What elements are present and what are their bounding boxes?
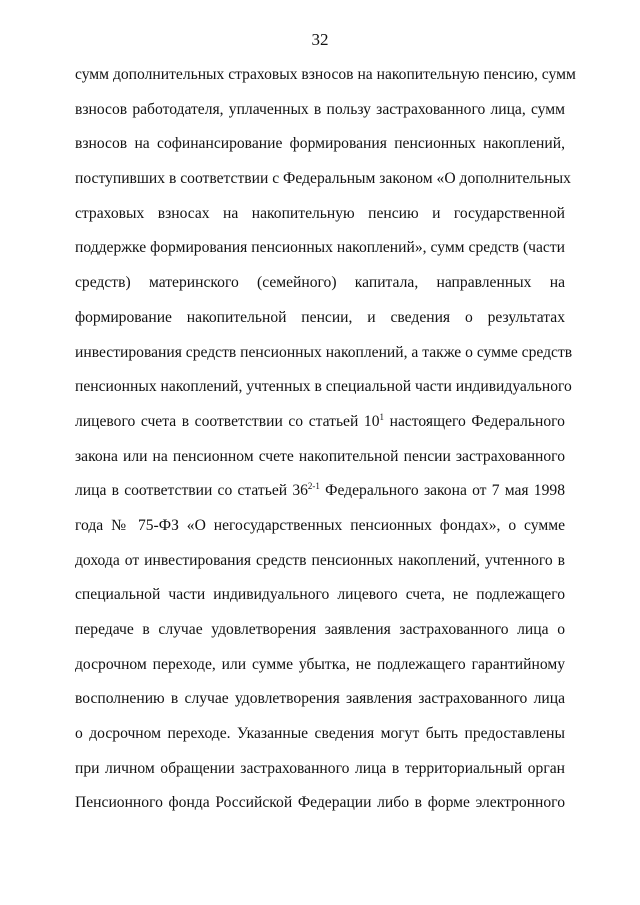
text-line: специальной части индивидуального лицевого счета, не подлежащего bbox=[75, 586, 565, 604]
superscript: 2-1 bbox=[307, 481, 320, 492]
text-line: Пенсионного фонда Российской Федерации либо в форме электронного bbox=[75, 794, 565, 812]
text-line: года № 75-ФЗ «О негосударственных пенсионных фондах», о сумме bbox=[75, 516, 565, 534]
text-line: взносов на софинансирование формирования пенсионных накоплений, bbox=[75, 135, 565, 153]
text-line: при личном обращении застрахованного лица в территориальный орган bbox=[75, 759, 565, 777]
text-line: поддержке формирования пенсионных накоплений», сумм средств (части bbox=[75, 239, 565, 257]
text-line: сумм дополнительных страховых взносов на накопительную пенсию, сумм bbox=[75, 66, 576, 83]
text-fragment: Федерального закона от 7 мая 1998 bbox=[319, 482, 565, 500]
text-line: восполнению в случае удовлетворения заявления застрахованного лица bbox=[75, 690, 565, 708]
text-fragment: лицевого счета в соответствии со статьей 10 bbox=[75, 412, 380, 430]
text-line: передаче в случае удовлетворения заявления застрахованного лица о bbox=[75, 621, 565, 638]
text-fragment: лица в соответствии со статьей 36 bbox=[75, 482, 308, 500]
text-line: инвестирования средств пенсионных накоплений, а также о сумме средств bbox=[75, 343, 573, 361]
text-line: средств) материнского (семейного) капитала, направленных на bbox=[75, 274, 565, 292]
text-line: взносов работодателя, уплаченных в пользу застрахованного лица, сумм bbox=[75, 100, 565, 118]
document-body bbox=[75, 58, 576, 821]
text-line-article-36 bbox=[75, 474, 565, 509]
text-line-article-10 bbox=[75, 405, 565, 440]
text-line: формирование накопительной пенсии, и сведения о результатах bbox=[75, 308, 565, 326]
text-line: закона или на пенсионном счете накопительной пенсии застрахованного bbox=[75, 447, 565, 465]
text-fragment: настоящего Федерального bbox=[384, 412, 565, 430]
text-line: досрочном переходе, или сумме убытка, не подлежащего гарантийному bbox=[75, 655, 565, 673]
text-line: дохода от инвестирования средств пенсионных накоплений, учтенного в bbox=[75, 551, 565, 569]
superscript: 1 bbox=[379, 411, 385, 422]
text-line: поступивших в соответствии с Федеральным законом «О дополнительных bbox=[75, 170, 571, 188]
text-line: о досрочном переходе. Указанные сведения могут быть предоставлены bbox=[75, 725, 565, 743]
text-line: пенсионных накоплений, учтенных в специальной части индивидуального bbox=[75, 378, 572, 396]
text-line: страховых взносах на накопительную пенсию и государственной bbox=[75, 204, 565, 222]
page-number: 32 bbox=[311, 30, 329, 49]
